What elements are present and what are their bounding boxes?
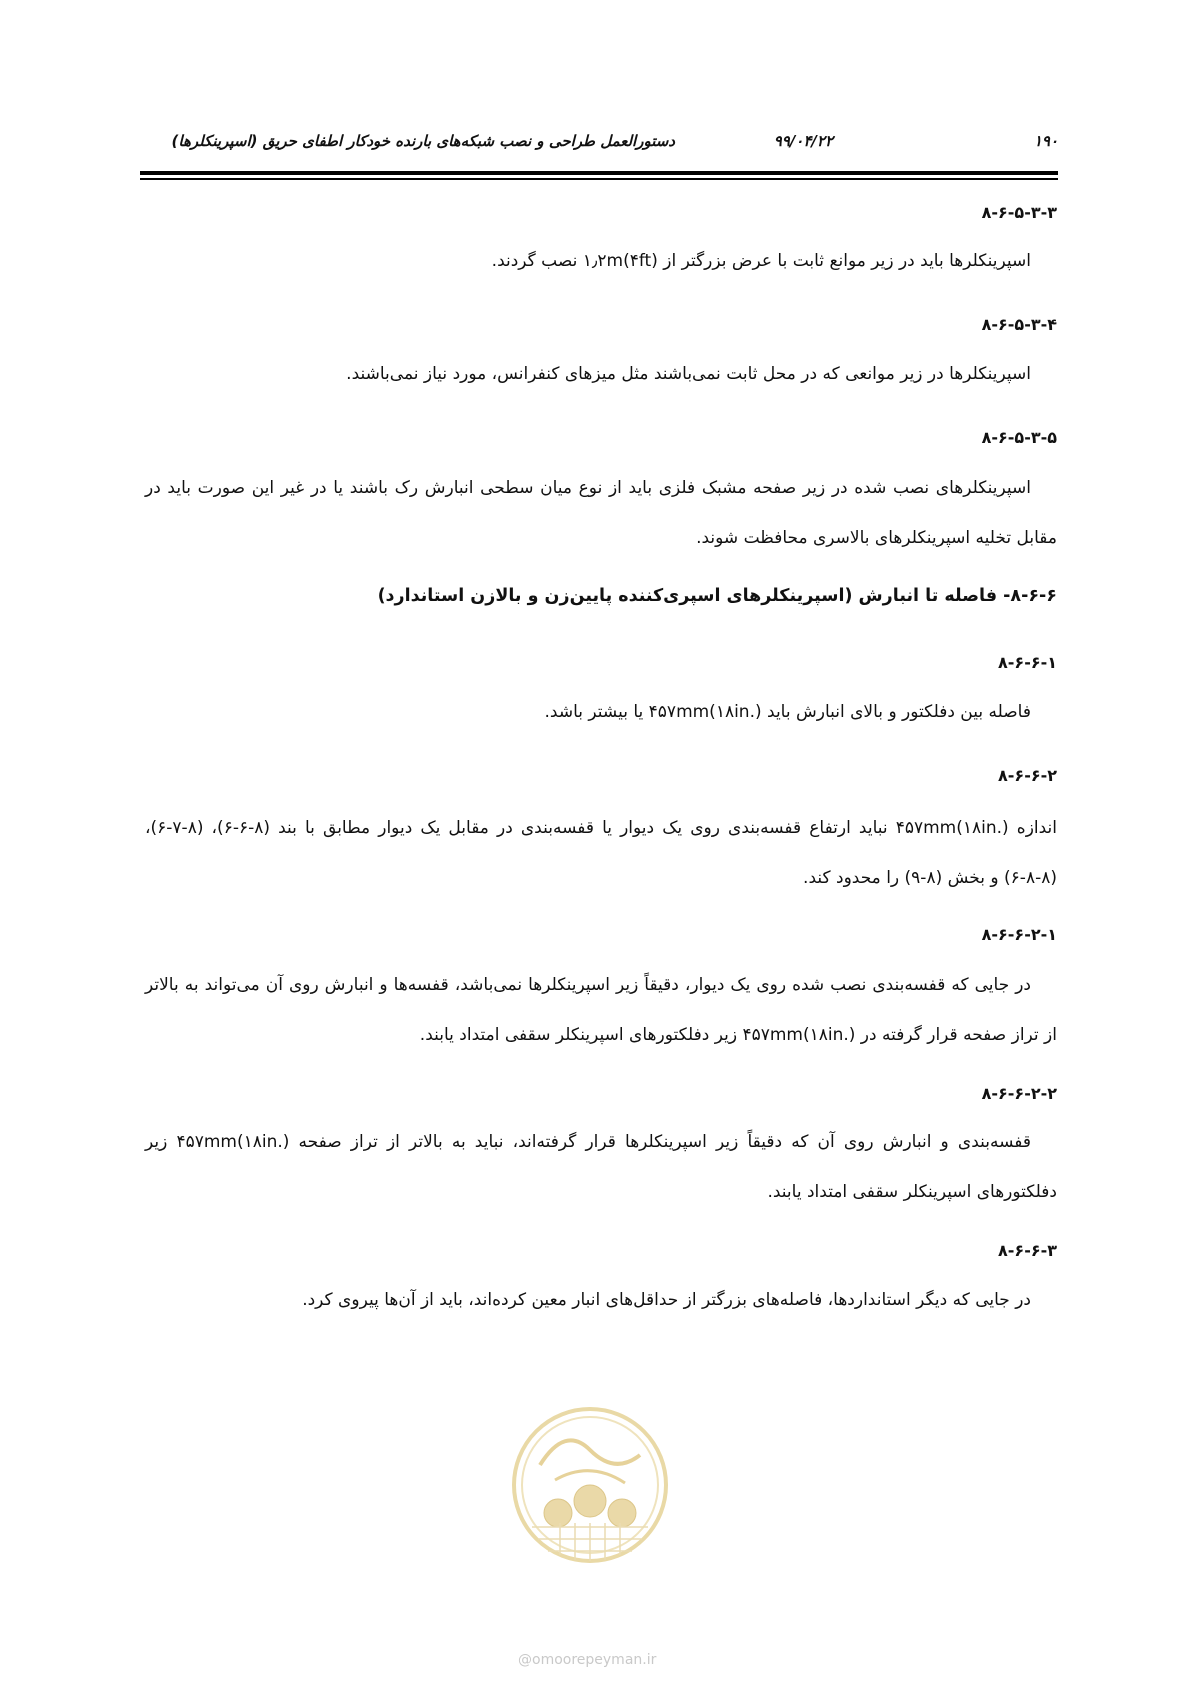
watermark-url: @omoorepeyman.ir <box>518 1652 657 1668</box>
document-title: دستورالعمل طراحی و نصب شبکه‌های بارنده خودکار اطفای حریق (اسپرینکلرها) <box>171 132 675 150</box>
header-rule-thin <box>140 178 1058 180</box>
clause-number: ۸-۶-۵-۳-۵ <box>981 428 1057 447</box>
clause-number: ۸-۶-۶-۳ <box>998 1241 1057 1260</box>
watermark-logo <box>510 1405 670 1565</box>
header-rule-thick <box>140 171 1058 175</box>
clause-number: ۸-۶-۶-۲-۲ <box>981 1084 1057 1103</box>
header-date: ۹۹/۰۴/۲۲ <box>773 132 833 150</box>
page-number: ۱۹۰ <box>1033 132 1058 150</box>
clause-text: اسپرینکلرها باید در زیر موانع ثابت با عرض بزرگتر از ۱٫۲m(۴ft) نصب گردند. <box>491 251 1031 271</box>
clause-number: ۸-۶-۶-۲-۱ <box>981 925 1057 944</box>
clause-number: ۸-۶-۶-۲ <box>998 766 1057 785</box>
clause-text: در جایی که دیگر استانداردها، فاصله‌های بزرگتر از حداقل‌های انبار معین کرده‌اند، باید از آن‌ها پیروی کرد. <box>302 1290 1031 1310</box>
clause-number: ۸-۶-۶-۱ <box>998 653 1057 672</box>
clause-text: قفسه‌بندی و انبارش روی آن که دقیقاً زیر اسپرینکلرها قرار گرفته‌اند، نباید به بالاتر از تراز صفحه ۴۵۷mm(۱۸in.) زیر دفلکتورهای اسپرینکلر سقفی امتداد یابند. <box>145 1132 1057 1202</box>
clause-text: فاصله بین دفلکتور و بالای انبارش باید ۴۵۷mm(۱۸in.) یا بیشتر باشد. <box>544 702 1031 722</box>
clause-text: اسپرینکلرهای نصب شده در زیر صفحه مشبک فلزی باید از نوع میان سطحی انبارش رک باشند یا در غیر این صورت باید در مقابل تخلیه اسپرینکلرهای بالاسری محافظت شوند. <box>145 478 1057 548</box>
clause-number: ۸-۶-۵-۳-۳ <box>981 203 1057 222</box>
clause-text: اسپرینکلرها در زیر موانعی که در محل ثابت نمی‌باشند مثل میزهای کنفرانس، مورد نیاز نمی‌باشند. <box>346 364 1031 384</box>
clause-text: در جایی که قفسه‌بندی نصب شده روی یک دیوار، دقیقاً زیر اسپرینکلرها نمی‌باشد، قفسه‌ها و انبارش روی آن می‌تواند به بالاتر از تراز صفحه قرار گرفته در ۴۵۷mm(۱۸in.) زیر دفلکتورهای اسپرینکلر سقفی امتداد یابند. <box>145 975 1057 1045</box>
section-heading: ۸-۶-۶- فاصله تا انبارش (اسپرینکلرهای اسپری‌کننده پایین‌زن و بالازن استاندارد) <box>377 586 1057 606</box>
page-header <box>140 128 1058 156</box>
clause-number: ۸-۶-۵-۳-۴ <box>981 315 1057 334</box>
clause-text: اندازه ۴۵۷mm(۱۸in.) نباید ارتفاع قفسه‌بندی روی یک دیوار یا قفسه‌بندی در مقابل یک دیوار مطابق با بند (۸-۶-۶)، (۸-۷-۶)، (۸-۸-۶) و بخش (۸-۹) را محدود کند. <box>145 818 1058 888</box>
